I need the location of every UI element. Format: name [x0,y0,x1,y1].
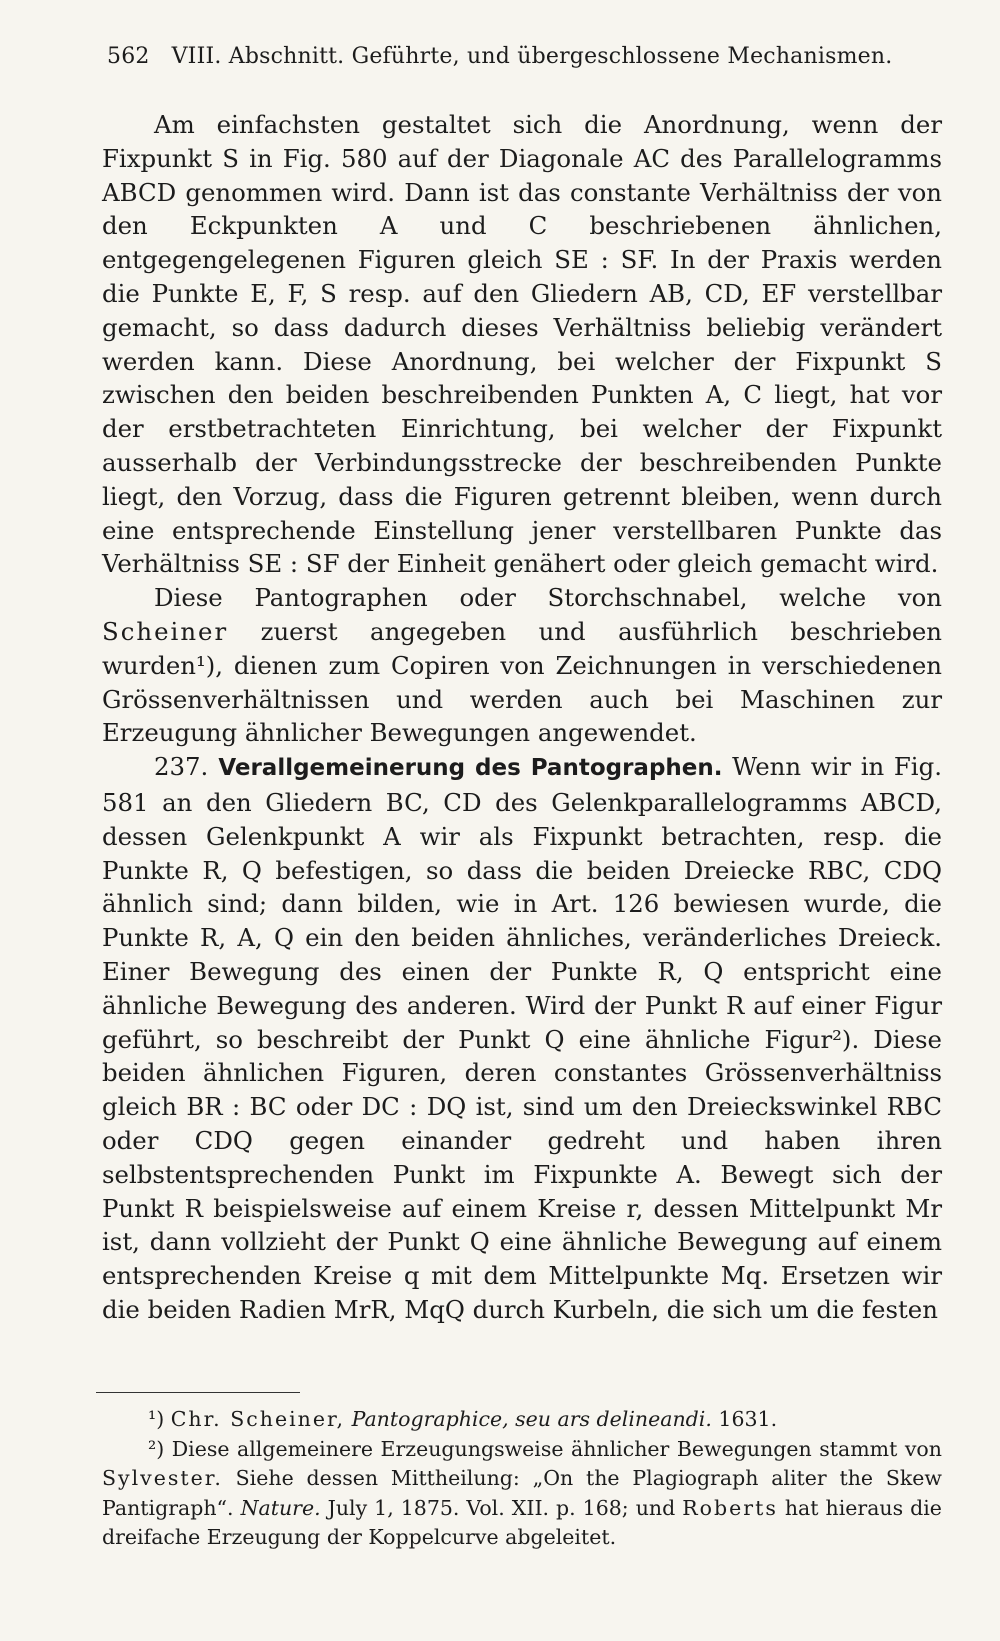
paragraph-section-237 [102,750,942,1327]
footnote-2-author-sylvester: Sylvester. [102,1466,223,1490]
para2-start: Diese Pantographen oder Storchschnabel, welche von [154,583,942,613]
footnote-2-journal: Nature. [240,1495,321,1520]
section-number: 237. [154,752,209,782]
paragraph-pantograph-usage [102,581,942,750]
footnote-2 [102,1435,942,1553]
footnote-2-text-2: Siehe dessen Mittheilung: „On the Plagiograph aliter the Skew Pantigraph“. [102,1466,942,1520]
footnote-2-text-4: hat hieraus die dreifache Erzeugung der Koppelcurve abgeleitet. [102,1495,942,1549]
section-title: Verallgemeinerung des Pantographen. [218,755,723,782]
footnote-2-marker: ²) [148,1436,165,1461]
paragraph-diagonal-arrangement: Am einfachsten gestaltet sich die Anordnung, wenn der Fixpunkt S in Fig. 580 auf der Diagonale AC des Parallelogramms ABCD genommen wird. Dann ist das constante Verhältniss der von den Eckpunkten A und C beschriebenen ähnlichen, entgegengelegenen Figuren gleich SE : SF. In der Praxis werden die Punkte E, F, S resp. auf den Gliedern AB, CD, EF verstellbar gemacht, so dass dadurch dieses Verhältniss beliebig verändert werden kann. Diese Anordnung, bei welcher der Fixpunkt S zwischen den beiden beschreibenden Punkten A, C liegt, hat vor der erstbetrachteten Einrichtung, bei welcher der Fixpunkt ausserhalb der Verbindungsstrecke der beschreibenden Punkte liegt, den Vorzug, dass die Figuren getrennt bleiben, wenn durch eine entsprechende Einstellung jener verstellbaren Punkte das Verhältniss SE : SF der Einheit genähert oder gleich gemacht wird. [102,110,942,579]
footnote-1-year: 1631. [718,1407,778,1431]
page-number: 562 [107,44,150,69]
footnotes [102,1405,942,1553]
footnote-1-author: Chr. Scheiner, [170,1407,346,1431]
footnote-1 [102,1405,942,1435]
section-237-text: Wenn wir in Fig. 581 an den Gliedern BC, CD des Gelenkparallelogramms ABCD, dessen Gelenkpunkt A wir als Fixpunkt betrachten, resp. die Punkte R, Q befestigen, so dass die beiden Dreiecke RBC, CDQ ähnlich sind; dann bilden, wie in Art. 126 bewiesen wurde, die Punkte R, A, Q ein den beiden ähnliches, veränderliches Dreieck. Einer Bewegung des einen der Punkte R, Q entspricht eine ähnliche Bewegung des anderen. Wird der Punkt R auf einer Figur geführt, so beschreibt der Punkt Q eine ähnliche Figur²). Diese beiden ähnlichen Figuren, deren constantes Grössenverhältniss gleich BR : BC oder DC : DQ ist, sind um den Dreieckswinkel RBC oder CDQ gegen einander gedreht und haben ihren selbstentsprechenden Punkt im Fixpunkte A. Bewegt sich der Punkt R beispielsweise auf einem Kreise r, dessen Mittelpunkt Mr ist, dann vollzieht der Punkt Q eine ähnliche Bewegung auf einem entsprechenden Kreise q mit dem Mittelpunkte Mq. Ersetzen wir die beiden Radien MrR, MqQ durch Kurbeln, die sich um die festen [102,752,942,1324]
footnote-1-title: Pantographice, seu ars delineandi. [351,1407,712,1431]
author-name-scheiner: Scheiner [102,616,229,646]
running-title: VIII. Abschnitt. Geführte, und übergeschlossene Mechanismen. [171,44,893,69]
footnote-2-text-1: Diese allgemeinere Erzeugungsweise ähnlicher Bewegungen stammt von [171,1436,942,1461]
main-text [102,108,942,1327]
footnote-2-author-roberts: Roberts [682,1495,778,1520]
footnote-divider [96,1392,300,1393]
para2-end: zuerst angegeben und ausführlich beschrieben wurden¹), dienen zum Copiren von Zeichnungen in verschiedenen Grössenverhältnissen und werden auch bei Maschinen zur Erzeugung ähnlicher Bewegungen angewendet. [102,616,942,748]
running-header [107,44,907,69]
footnote-2-text-3: July 1, 1875. Vol. XII. p. 168; und [327,1495,676,1520]
footnote-1-marker: ¹) [148,1407,165,1431]
